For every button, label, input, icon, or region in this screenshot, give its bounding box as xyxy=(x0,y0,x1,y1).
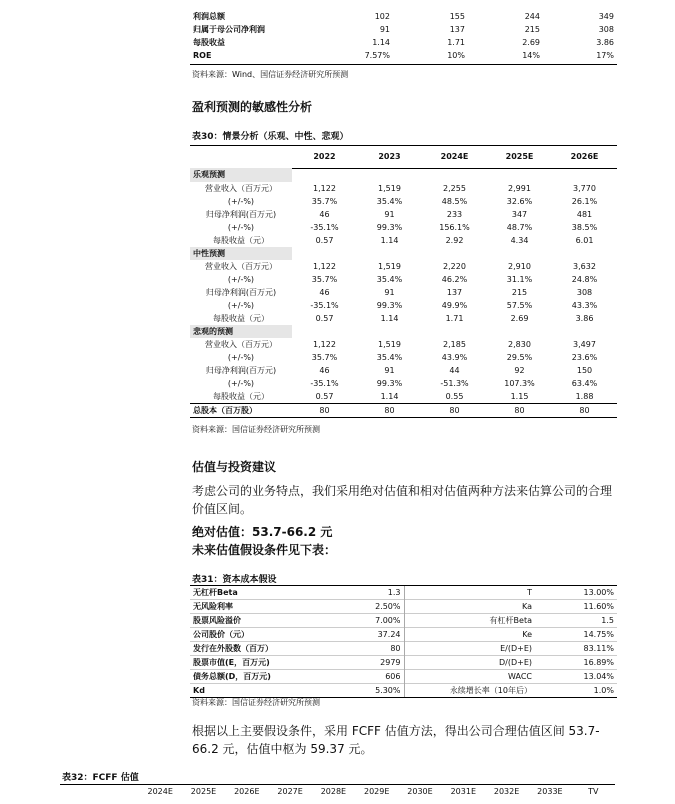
assumption-line: 未来估值假设条件见下表： xyxy=(192,543,337,557)
table-cell: 2.69 xyxy=(510,313,529,323)
param-value: 80 xyxy=(308,642,404,656)
column-header: 2024E xyxy=(422,146,487,168)
table-cell: 2,910 xyxy=(508,261,531,271)
table-row xyxy=(190,628,617,642)
table-cell: 48.5% xyxy=(441,196,468,206)
param-value: 606 xyxy=(308,670,404,684)
table-cell: 1.14 xyxy=(380,235,399,245)
table-row xyxy=(190,684,617,698)
table-cell: 4.34 xyxy=(510,235,529,245)
table-cell: 46 xyxy=(319,287,330,297)
row-label: 归母净利润(百万元) xyxy=(205,287,277,297)
param-label: 发行在外股数（百万） xyxy=(193,644,273,653)
table-row xyxy=(190,377,617,390)
table-cell: -35.1% xyxy=(310,222,339,232)
table-row xyxy=(190,182,617,195)
table-cell: 3,632 xyxy=(573,261,596,271)
param-value: 14.75% xyxy=(583,630,614,639)
table-row xyxy=(190,642,617,656)
param-value: 83.11% xyxy=(583,644,614,653)
row-label: 每股收益（元） xyxy=(213,313,269,323)
param-value: 2.50% xyxy=(308,600,404,614)
table-row xyxy=(190,670,617,684)
table-cell: 1,122 xyxy=(313,183,336,193)
table-row xyxy=(190,312,617,325)
table-cell: 1.14 xyxy=(380,313,399,323)
table-cell: 308 xyxy=(576,287,593,297)
table-cell: -35.1% xyxy=(310,378,339,388)
column-header: 2024E xyxy=(147,787,173,796)
table-row xyxy=(190,208,617,221)
table-cell: 43.9% xyxy=(441,352,468,362)
table-cell: 26.1% xyxy=(571,196,598,206)
table-cell: 2.69 xyxy=(522,38,540,47)
table-cell: 0.57 xyxy=(315,235,334,245)
table-row xyxy=(190,338,617,351)
top-table-source: 资料来源：Wind、国信证券经济研究所预测 xyxy=(192,70,349,79)
table-cell: 92 xyxy=(514,365,525,375)
table-row xyxy=(190,23,617,36)
table-cell: 0.57 xyxy=(315,313,334,323)
param-label: D/(D+E) xyxy=(498,658,532,667)
param-label: 股票风险溢价 xyxy=(193,616,241,625)
fcff-caption: 表32：FCFF 估值 xyxy=(62,773,139,783)
table-cell: 2,255 xyxy=(443,183,466,193)
column-header: 2032E xyxy=(493,787,520,796)
column-header: 2033E xyxy=(537,787,563,796)
row-label: 营业收入（百万元） xyxy=(205,339,277,349)
section-filler xyxy=(292,247,617,260)
row-label: (+/-%) xyxy=(227,352,255,362)
table-cell: 1.88 xyxy=(575,391,594,401)
param-label: Ke xyxy=(522,630,532,639)
row-label: (+/-%) xyxy=(227,274,255,284)
table-cell: 3,497 xyxy=(573,339,596,349)
table-row xyxy=(190,299,617,312)
column-header: 2022 xyxy=(292,146,357,168)
table-row xyxy=(190,586,617,600)
table-row xyxy=(190,195,617,208)
section-label: 中性预测 xyxy=(190,247,292,260)
table-cell: 1,122 xyxy=(313,339,336,349)
table-cell: 107.3% xyxy=(504,378,535,388)
table-cell: 7.57% xyxy=(364,51,390,60)
table-row xyxy=(190,390,617,404)
table-cell: 1.14 xyxy=(372,38,390,47)
table-cell: 38.5% xyxy=(571,222,598,232)
table-cell: 1,122 xyxy=(313,261,336,271)
column-header: 2023 xyxy=(357,146,422,168)
table-cell: 244 xyxy=(524,12,540,21)
table-cell: 349 xyxy=(598,12,614,21)
table-cell: 137 xyxy=(446,287,463,297)
section-row xyxy=(190,325,617,338)
sensitivity-caption: 表30：情景分析（乐观、中性、悲观） xyxy=(192,132,349,142)
table-cell: 24.8% xyxy=(571,274,598,284)
top-table-bottom-rule xyxy=(190,64,617,65)
row-label: 归母净利润(百万元) xyxy=(205,209,277,219)
table-cell: 150 xyxy=(576,365,593,375)
table-cell: 91 xyxy=(384,209,395,219)
section-label: 悲观的预测 xyxy=(190,325,292,338)
table-cell: 99.3% xyxy=(376,378,403,388)
table-cell: 44 xyxy=(449,365,460,375)
row-label: 营业收入（百万元） xyxy=(205,261,277,271)
column-header: 2031E xyxy=(450,787,476,796)
capm-table xyxy=(190,585,617,698)
param-value: 16.89% xyxy=(583,658,614,667)
table-row xyxy=(190,10,617,23)
table-cell: 80 xyxy=(449,405,460,415)
table-row xyxy=(190,260,617,273)
section-label: 乐观预测 xyxy=(190,168,292,182)
table-cell: 2,185 xyxy=(443,339,466,349)
param-label: Kd xyxy=(193,686,205,695)
table-cell: 347 xyxy=(511,209,528,219)
table-row xyxy=(190,234,617,247)
table-cell: 3,770 xyxy=(573,183,596,193)
table-cell: 1,519 xyxy=(378,261,401,271)
param-label: 有杠杆Beta xyxy=(489,616,532,625)
top-financial-table xyxy=(190,10,617,62)
conclusion-paragraph: 根据以上主要假设条件，采用 FCFF 估值方法，得出公司合理估值区间 53.7-66.2 元，估值中枢为 59.37 元。 xyxy=(192,724,600,756)
table-cell: 2,220 xyxy=(443,261,466,271)
row-label: 每股收益（元） xyxy=(213,391,269,401)
column-header: TV xyxy=(588,787,599,796)
param-value: 1.3 xyxy=(308,586,404,600)
row-label: (+/-%) xyxy=(227,222,255,232)
table-cell: 233 xyxy=(446,209,463,219)
table-cell: 215 xyxy=(524,25,540,34)
table-cell: 3.86 xyxy=(575,313,594,323)
valuation-paragraph: 考虑公司的业务特点，我们采用绝对估值和相对估值两种方法来估算公司的合理价值区间。 xyxy=(192,484,613,516)
table-cell: 49.9% xyxy=(441,300,468,310)
row-label: 归母净利润(百万元) xyxy=(205,365,277,375)
param-label: 债务总额(D，百万元) xyxy=(193,672,271,681)
row-label: 总股本（百万股） xyxy=(193,405,257,415)
absolute-valuation-line: 绝对估值：53.7-66.2 元 xyxy=(192,525,333,539)
table-cell: 2.92 xyxy=(445,235,464,245)
table-row xyxy=(190,351,617,364)
header-blank xyxy=(60,785,139,798)
table-row xyxy=(190,656,617,670)
row-label: 每股收益（元） xyxy=(213,235,269,245)
sensitivity-heading: 盈利预测的敏感性分析 xyxy=(192,100,313,114)
table-cell: 35.4% xyxy=(376,352,403,362)
table-cell: 35.7% xyxy=(311,352,338,362)
table-cell: 46 xyxy=(319,365,330,375)
table-cell: 156.1% xyxy=(439,222,470,232)
table-cell: 29.5% xyxy=(506,352,533,362)
table-cell: -35.1% xyxy=(310,300,339,310)
column-header: 2026E xyxy=(234,787,260,796)
table-cell: 91 xyxy=(379,25,390,34)
param-label: E/(D+E) xyxy=(500,644,532,653)
column-header: 2027E xyxy=(277,787,303,796)
param-value: 37.24 xyxy=(308,628,404,642)
table-cell: 80 xyxy=(579,405,590,415)
table-row xyxy=(190,36,617,49)
param-label: WACC xyxy=(508,672,532,681)
table-cell: 99.3% xyxy=(376,300,403,310)
row-label: (+/-%) xyxy=(227,378,255,388)
param-value: 2979 xyxy=(308,656,404,670)
table-cell: 3.86 xyxy=(596,38,614,47)
column-header: 2028E xyxy=(320,787,347,796)
table-cell: 2,991 xyxy=(508,183,531,193)
table-cell: 1.15 xyxy=(510,391,529,401)
column-header: 2025E xyxy=(190,787,217,796)
param-label: 无风险利率 xyxy=(193,602,233,611)
table-row xyxy=(190,364,617,377)
param-label: Ka xyxy=(521,602,532,611)
param-value: 5.30% xyxy=(308,684,404,698)
table-cell: 17% xyxy=(596,51,614,60)
table-row xyxy=(190,286,617,299)
table-cell: 1.71 xyxy=(447,38,465,47)
row-label: (+/-%) xyxy=(227,300,255,310)
param-label: 股票市值(E，百万元) xyxy=(193,658,270,667)
table-cell: 48.7% xyxy=(506,222,533,232)
table-row xyxy=(190,273,617,286)
table-cell: 80 xyxy=(514,405,525,415)
capm-caption: 表31：资本成本假设 xyxy=(192,575,277,585)
column-header: 2029E xyxy=(363,787,390,796)
row-label: ROE xyxy=(193,51,212,60)
param-label: T xyxy=(527,588,532,597)
table-cell: 102 xyxy=(374,12,390,21)
sensitivity-source: 资料来源：国信证券经济研究所预测 xyxy=(192,425,320,434)
table-cell: 43.3% xyxy=(571,300,598,310)
table-cell: 0.55 xyxy=(445,391,464,401)
table-row xyxy=(190,600,617,614)
table-cell: 155 xyxy=(449,12,465,21)
table-cell: 215 xyxy=(511,287,528,297)
table-cell: 35.4% xyxy=(376,274,403,284)
total-row xyxy=(190,403,617,417)
fcff-header-row xyxy=(60,784,615,798)
param-label: 永续增长率（10年后） xyxy=(449,686,532,695)
param-value: 13.00% xyxy=(583,588,614,597)
table-cell: 99.3% xyxy=(376,222,403,232)
table-cell: 80 xyxy=(384,405,395,415)
table-cell: 2,830 xyxy=(508,339,531,349)
param-value: 1.5 xyxy=(601,616,614,625)
table-cell: 31.1% xyxy=(506,274,533,284)
table-cell: 1,519 xyxy=(378,183,401,193)
table-cell: 46 xyxy=(319,209,330,219)
table-cell: 80 xyxy=(319,405,330,415)
param-value: 7.00% xyxy=(308,614,404,628)
row-label: (+/-%) xyxy=(227,196,255,206)
column-header: 2026E xyxy=(552,146,617,168)
capm-source: 资料来源：国信证券经济研究所预测 xyxy=(192,698,320,707)
table-cell: 35.4% xyxy=(376,196,403,206)
table-cell: 63.4% xyxy=(571,378,598,388)
table-cell: 10% xyxy=(447,51,465,60)
table-row xyxy=(190,221,617,234)
table-row xyxy=(190,49,617,62)
table-cell: 308 xyxy=(598,25,614,34)
column-header: 2025E xyxy=(487,146,552,168)
param-label: 无杠杆Beta xyxy=(193,588,238,597)
section-row xyxy=(190,247,617,260)
param-value: 13.04% xyxy=(583,672,614,681)
param-value: 1.0% xyxy=(593,686,614,695)
param-label: 公司股价（元） xyxy=(193,630,249,639)
row-label: 每股收益 xyxy=(193,38,225,47)
column-header: 2030E xyxy=(407,787,433,796)
table-cell: 137 xyxy=(449,25,465,34)
sensitivity-table xyxy=(190,145,617,418)
table-cell: 1,519 xyxy=(378,339,401,349)
table-cell: 91 xyxy=(384,365,395,375)
table-row xyxy=(190,614,617,628)
table-cell: 0.57 xyxy=(315,391,334,401)
valuation-heading: 估值与投资建议 xyxy=(192,460,277,474)
table-cell: 35.7% xyxy=(311,196,338,206)
row-label: 归属于母公司净利润 xyxy=(193,25,265,34)
section-filler xyxy=(292,325,617,338)
section-filler xyxy=(292,168,617,182)
table-cell: 1.14 xyxy=(380,391,399,401)
table-cell: 46.2% xyxy=(441,274,468,284)
table-cell: 32.6% xyxy=(506,196,533,206)
header-blank xyxy=(190,146,292,168)
param-value: 11.60% xyxy=(583,602,614,611)
table-cell: 23.6% xyxy=(571,352,598,362)
row-label: 营业收入（百万元） xyxy=(205,183,277,193)
table-cell: 6.01 xyxy=(575,235,594,245)
section-row xyxy=(190,168,617,182)
table-cell: 1.71 xyxy=(445,313,464,323)
table-cell: -51.3% xyxy=(440,378,469,388)
table-cell: 14% xyxy=(522,51,540,60)
table-cell: 481 xyxy=(576,209,593,219)
table-cell: 57.5% xyxy=(506,300,533,310)
row-label: 利润总额 xyxy=(193,12,225,21)
table-cell: 91 xyxy=(384,287,395,297)
table-cell: 35.7% xyxy=(311,274,338,284)
